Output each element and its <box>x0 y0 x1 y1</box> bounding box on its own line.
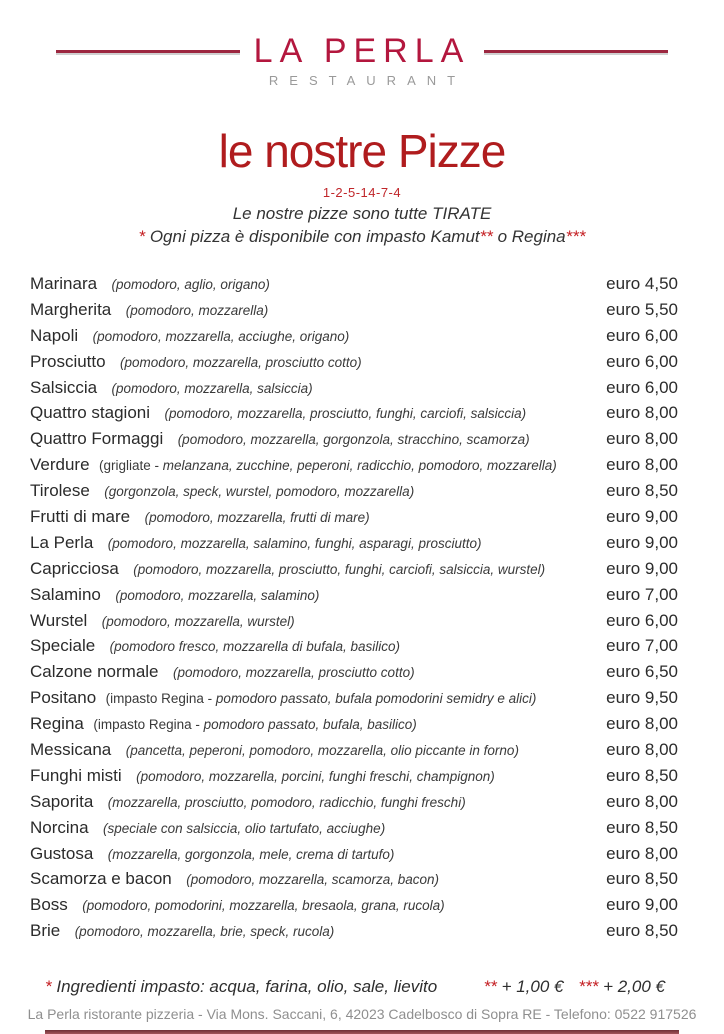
pizza-price: euro 8,50 <box>606 869 678 889</box>
menu-item-left <box>30 352 362 372</box>
pizza-price: euro 8,00 <box>606 455 678 475</box>
pizza-desc: (pomodoro, mozzarella, brie, speck, rucola) <box>74 924 335 940</box>
surcharge-regina-price: + 2,00 € <box>603 977 665 997</box>
menu-item-left <box>30 740 519 760</box>
menu-item-left <box>30 662 415 682</box>
pizza-name: Gustosa <box>30 843 94 863</box>
dough-note-text: Ogni pizza è disponibile con impasto Kamut <box>149 227 480 246</box>
menu-item-left <box>30 559 545 579</box>
menu-item-row <box>30 921 678 947</box>
menu-item-row <box>30 714 678 740</box>
pizza-price: euro 8,00 <box>606 714 678 734</box>
pizza-name: Speciale <box>30 636 96 656</box>
menu-item-row <box>30 455 678 481</box>
pizza-price: euro 8,00 <box>606 429 678 449</box>
menu-item-left <box>30 611 295 631</box>
surcharge-kamut-price: + 1,00 € <box>501 977 564 997</box>
menu-item-row <box>30 378 678 404</box>
pizza-desc-plain: (grigliate - <box>99 458 163 474</box>
menu-item-row <box>30 274 678 300</box>
menu-item-row <box>30 481 678 507</box>
menu-item-left <box>30 869 439 889</box>
pizza-desc: melanzana, zucchine, peperoni, radicchio, pomodoro, mozzarella) <box>162 458 557 474</box>
pizza-price: euro 7,00 <box>606 636 678 656</box>
pizza-desc: (pomodoro, mozzarella, frutti di mare) <box>144 510 370 526</box>
pizza-list <box>30 274 678 947</box>
pizza-name: Salamino <box>30 584 101 604</box>
pizza-name: Messicana <box>30 740 112 760</box>
pizza-price: euro 8,50 <box>606 765 678 785</box>
pizza-desc: (pomodoro, mozzarella, wurstel) <box>101 613 295 629</box>
pizza-desc: (pomodoro, mozzarella, prosciutto, funghi, carciofi, salsiccia, wurstel) <box>133 561 546 577</box>
pizza-desc: (pomodoro, mozzarella, prosciutto cotto) <box>172 665 415 681</box>
pizza-desc: (pomodoro fresco, mozzarella di bufala, basilico) <box>109 639 401 655</box>
pizza-price: euro 6,00 <box>606 610 678 630</box>
surcharges <box>484 977 665 997</box>
menu-item-left <box>30 300 268 320</box>
brand-name: LA PERLA <box>253 32 471 70</box>
menu-item-left <box>30 455 557 475</box>
pizza-price: euro 8,00 <box>606 843 678 863</box>
footer-divider <box>45 1030 679 1034</box>
menu-item-left <box>30 688 536 708</box>
menu-item-left <box>30 274 270 294</box>
menu-item-row <box>30 740 678 766</box>
brand-tagline: RESTAURANT <box>268 73 467 88</box>
menu-item-row <box>30 636 678 662</box>
pizza-price: euro 9,00 <box>606 532 678 552</box>
menu-item-row <box>30 429 678 455</box>
pizza-name: Quattro stagioni <box>30 403 151 423</box>
menu-item-row <box>30 533 678 559</box>
asterisk-double: ** <box>479 227 493 246</box>
pizza-price: euro 9,00 <box>606 507 678 527</box>
pizza-price: euro 6,00 <box>606 377 678 397</box>
pizza-name: Verdure <box>30 455 90 475</box>
pizza-name: Scamorza e bacon <box>30 869 172 889</box>
pizza-desc: (mozzarella, gorgonzola, mele, crema di tartufo) <box>107 846 395 862</box>
menu-item-left <box>30 481 414 501</box>
pizza-desc: (pomodoro, mozzarella, scamorza, bacon) <box>186 872 440 888</box>
asterisk: * <box>45 977 57 997</box>
pizza-desc: (pomodoro, mozzarella) <box>125 302 269 318</box>
menu-item-left <box>30 507 370 527</box>
menu-item-row <box>30 352 678 378</box>
menu-item-left <box>30 714 417 734</box>
menu-item-row <box>30 688 678 714</box>
menu-item-row <box>30 300 678 326</box>
pizza-name: Wurstel <box>30 610 88 630</box>
pizza-price: euro 9,50 <box>606 688 678 708</box>
menu-item-row <box>30 507 678 533</box>
pizza-name: Tirolese <box>30 481 90 501</box>
pizza-price: euro 6,50 <box>606 662 678 682</box>
pizza-name: Norcina <box>30 817 89 837</box>
pizza-desc: (pomodoro, pomodorini, mozzarella, bresaola, grana, rucola) <box>82 898 445 914</box>
pizza-price: euro 5,50 <box>606 299 678 319</box>
pizza-desc: (mozzarella, prosciutto, pomodoro, radicchio, funghi freschi) <box>107 794 466 810</box>
pizza-price: euro 4,50 <box>606 274 678 293</box>
pizza-desc: (gorgonzola, speck, wurstel, pomodoro, mozzarella) <box>104 484 415 500</box>
pizza-desc-plain: (impasto Regina - <box>105 691 216 707</box>
surcharge-kamut <box>484 977 564 997</box>
dough-ingredients-text: Ingredienti impasto: acqua, farina, olio, sale, lievito <box>56 977 438 997</box>
pizza-desc: (pomodoro, mozzarella, prosciutto cotto) <box>120 354 362 370</box>
pizza-desc: pomodoro passato, bufala pomodorini semidry e alici) <box>215 691 537 707</box>
menu-item-row <box>30 326 678 352</box>
pizza-price: euro 6,00 <box>606 351 678 371</box>
menu-item-row <box>30 585 678 611</box>
pizza-name: Boss <box>30 895 68 915</box>
pizza-name: Regina <box>30 714 84 734</box>
pizza-price: euro 8,50 <box>606 817 678 837</box>
menu-item-left <box>30 844 394 864</box>
pizza-name: Funghi misti <box>30 765 122 785</box>
menu-item-left <box>30 636 400 656</box>
pizza-price: euro 8,00 <box>606 791 678 811</box>
menu-item-row <box>30 792 678 818</box>
page-title: le nostre Pizze <box>218 125 506 177</box>
menu-item-left <box>30 585 319 605</box>
menu-dough-note <box>0 227 724 247</box>
menu-item-row <box>30 403 678 429</box>
menu-item-row <box>30 662 678 688</box>
asterisk-triple: *** <box>565 227 586 246</box>
pizza-name: Marinara <box>30 274 98 293</box>
logo-left-line <box>56 50 240 53</box>
pizza-desc: (pomodoro, mozzarella, salamino, funghi, asparagi, prosciutto) <box>107 535 482 551</box>
menu-item-left <box>30 429 530 449</box>
pizza-name: Capricciosa <box>30 558 119 578</box>
dough-note-text2: o Regina <box>492 227 566 246</box>
pizza-desc: (pomodoro, mozzarella, salsiccia) <box>111 380 313 396</box>
menu-item-left <box>30 326 349 346</box>
pizza-desc: (pomodoro, mozzarella, gorgonzola, stracchino, scamorza) <box>177 432 530 448</box>
menu-item-left <box>30 895 445 915</box>
pizza-price: euro 8,50 <box>606 921 678 941</box>
menu-item-row <box>30 844 678 870</box>
pizza-name: Positano <box>30 688 97 708</box>
pizza-desc: (pomodoro, mozzarella, porcini, funghi freschi, champignon) <box>136 768 495 784</box>
menu-item-row <box>30 766 678 792</box>
pizza-name: Salsiccia <box>30 377 98 397</box>
pizza-name: Margherita <box>30 299 112 319</box>
asterisk-triple: *** <box>578 977 604 997</box>
pizza-name: Calzone normale <box>30 662 159 682</box>
asterisk-double: ** <box>483 977 502 997</box>
asterisk: * <box>138 227 150 246</box>
surcharge-regina <box>579 977 666 997</box>
pizza-name: La Perla <box>30 532 94 552</box>
menu-item-row <box>30 869 678 895</box>
restaurant-address: La Perla ristorante pizzeria - Via Mons. Saccani, 6, 42023 Cadelbosco di Sopra RE - Telefono: 0522 917526 <box>27 1006 697 1023</box>
pizza-name: Napoli <box>30 325 79 345</box>
allergen-code: 1-2-5-14-7-4 <box>322 185 402 200</box>
pizza-desc-plain: (impasto Regina - <box>93 717 204 733</box>
dough-ingredients-note <box>45 977 437 997</box>
pizza-desc: (pomodoro, mozzarella, salamino) <box>115 587 320 603</box>
pizza-price: euro 8,00 <box>606 740 678 760</box>
menu-item-row <box>30 895 678 921</box>
pizza-price: euro 7,00 <box>606 584 678 604</box>
pizza-price: euro 8,50 <box>606 481 678 501</box>
pizza-price: euro 6,00 <box>606 325 678 345</box>
pizza-desc: (pomodoro, mozzarella, acciughe, origano) <box>92 328 350 344</box>
menu-item-row <box>30 818 678 844</box>
menu-item-left <box>30 766 495 786</box>
footer-notes <box>45 977 665 997</box>
restaurant-logo <box>0 0 724 71</box>
menu-item-row <box>30 559 678 585</box>
pizza-name: Prosciutto <box>30 351 106 371</box>
pizza-price: euro 8,00 <box>606 403 678 423</box>
pizza-desc: pomodoro passato, bufala, basilico) <box>203 717 417 733</box>
logo-right-line <box>484 50 668 53</box>
pizza-name: Quattro Formaggi <box>30 429 164 449</box>
menu-item-left <box>30 378 313 398</box>
pizza-price: euro 9,00 <box>606 558 678 578</box>
menu-item-left <box>30 533 481 553</box>
menu-item-left <box>30 921 334 941</box>
menu-item-left <box>30 792 466 812</box>
pizza-desc: (pomodoro, aglio, origano) <box>111 277 270 292</box>
pizza-desc: (pomodoro, mozzarella, prosciutto, funghi, carciofi, salsiccia) <box>164 406 527 422</box>
menu-item-left <box>30 403 526 423</box>
pizza-name: Saporita <box>30 791 94 811</box>
pizza-desc: (pancetta, peperoni, pomodoro, mozzarella, olio piccante in forno) <box>125 743 519 759</box>
pizza-desc: (speciale con salsiccia, olio tartufato, acciughe) <box>103 820 386 836</box>
menu-item-row <box>30 611 678 637</box>
menu-item-left <box>30 818 385 838</box>
menu-subtitle: Le nostre pizze sono tutte TIRATE <box>232 204 492 223</box>
pizza-name: Frutti di mare <box>30 507 131 527</box>
pizza-name: Brie <box>30 921 61 941</box>
pizza-price: euro 9,00 <box>606 895 678 915</box>
